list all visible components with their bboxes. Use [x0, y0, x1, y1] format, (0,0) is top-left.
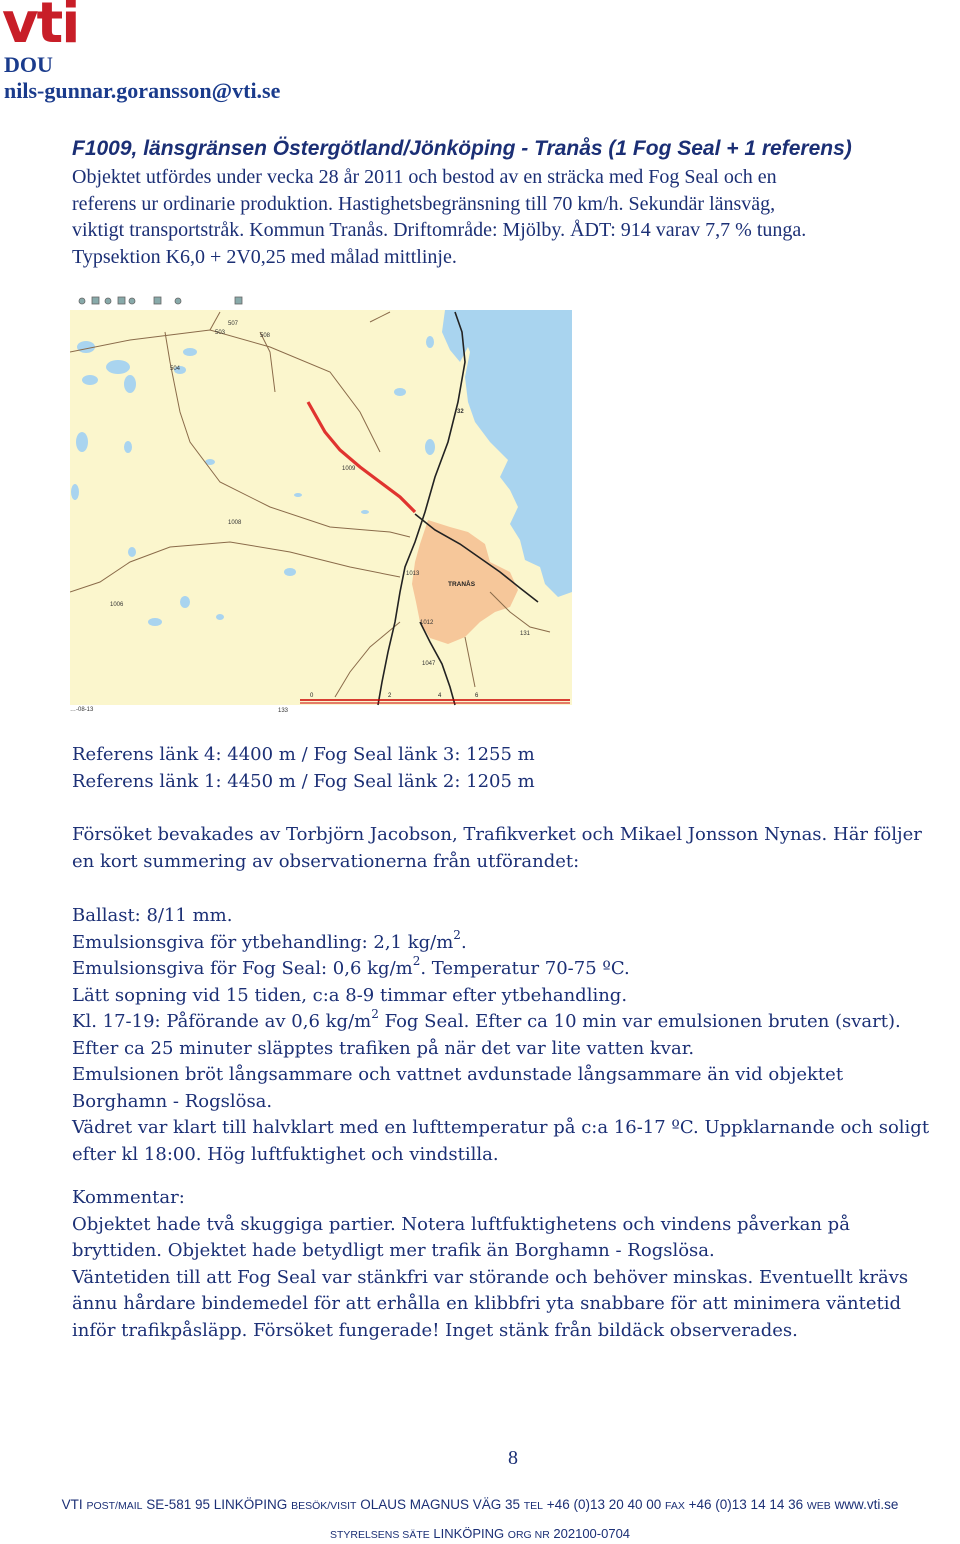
obs-text: Fog Seal. Efter ca 10 min var emulsionen bruten (svart). — [378, 1011, 901, 1032]
road-label: 1008 — [228, 520, 242, 526]
road-label: 1047 — [422, 661, 436, 667]
footer-contact — [0, 1497, 960, 1512]
road-label: 1013 — [406, 571, 420, 577]
map-date-text: …-08-13 — [70, 707, 94, 713]
footer-value: OLAUS MAGNUS VÄG 35 — [360, 1497, 520, 1512]
obs-weather: Vädret var klart till halvklart med en lufttemperatur på c:a 16-17 ºC. Uppklarnande och soligt — [72, 1117, 930, 1138]
comment-line: Väntetiden till att Fog Seal var stänkfri var störande och behöver minskas. Eventuellt krävs — [72, 1266, 909, 1288]
footer-label: TEL — [523, 1500, 544, 1512]
obs-emulsion-fogseal — [72, 956, 929, 983]
obs-text: . — [460, 931, 467, 953]
comment-line: bryttiden. Objektet hade betydligt mer trafik än Borghamn - Rogslösa. — [72, 1240, 715, 1261]
scale-label: 2 — [388, 693, 392, 699]
footer-registration — [0, 1526, 960, 1541]
link-line: Referens länk 1: 4450 m / Fog Seal länk 2: 1205 m — [72, 770, 535, 792]
obs-slow-break: Borghamn - Rogslösa. — [72, 1090, 273, 1112]
obs-ballast: Ballast: 8/11 mm. — [72, 905, 233, 926]
obs-text: . Temperatur 70-75 ºC. — [420, 958, 630, 979]
section-title: F1009, länsgränsen Östergötland/Jönköping - Tranås (1 Fog Seal + 1 referens) — [72, 137, 852, 160]
road-label: 503 — [215, 330, 226, 336]
author-email[interactable]: nils-gunnar.goransson@vti.se — [4, 78, 281, 103]
road-label: 1012 — [420, 620, 434, 626]
comment-line: inför trafikpåsläpp. Försöket fungerade! Inget stänk från bildäck observerades. — [72, 1319, 798, 1341]
footer-vti: VTI — [61, 1497, 83, 1512]
obs-slow-break: Emulsionen bröt långsammare och vattnet avdunstade långsammare än vid objektet — [72, 1064, 844, 1085]
town-label: TRANÅS — [448, 581, 476, 588]
road-label: 1009 — [342, 466, 356, 472]
footer-web-link[interactable]: www.vti.se — [834, 1497, 899, 1512]
obs-application — [72, 1009, 929, 1036]
obs-text: Emulsionsgiva för ytbehandling: 2,1 kg/m — [72, 931, 454, 953]
department-label: DOU — [4, 52, 53, 77]
scale-label: 4 — [438, 693, 442, 699]
comment-line: ännu hårdare bindemedel för att erhålla en klibbfri yta snabbare för att minimera väntetid — [72, 1293, 902, 1314]
road-label: 504 — [170, 366, 181, 372]
comments-heading: Kommentar: — [72, 1187, 185, 1208]
footer-label: ORG NR — [507, 1529, 550, 1541]
obs-sweep: Lätt sopning vid 15 tiden, c:a 8-9 timmar efter ytbehandling. — [72, 984, 628, 1006]
intro-line: referens ur ordinarie produktion. Hastighetsbegränsning till 70 km/h. Sekundär länsväg, — [72, 192, 776, 215]
vti-logo — [2, 0, 82, 56]
intro-paragraph — [72, 164, 952, 270]
route-map — [70, 292, 572, 715]
obs-emulsion-surface — [72, 927, 929, 957]
scale-label: 0 — [310, 693, 314, 699]
obs-text: Emulsionsgiva för Fog Seal: 0,6 kg/m — [72, 958, 413, 979]
page-number: 8 — [508, 1447, 518, 1469]
footer-label: FAX — [665, 1500, 685, 1512]
footer-label: STYRELSENS SÄTE — [329, 1529, 430, 1541]
obs-text: Kl. 17-19: Påförande av 0,6 kg/m — [72, 1011, 372, 1032]
footer-label: WEB — [806, 1500, 831, 1512]
intro-line: viktigt transportstråk. Kommun Tranås. Driftområde: Mjölby. ÅDT: 914 varav 7,7 % tunga. — [72, 219, 807, 241]
obs-traffic: Efter ca 25 minuter släpptes trafiken på när det var lite vatten kvar. — [72, 1037, 695, 1059]
obs-superscript: 2 — [371, 1007, 379, 1021]
observations-list — [72, 903, 929, 1168]
footer-value: +46 (0)13 20 40 00 — [546, 1497, 662, 1512]
footer-value: SE-581 95 LINKÖPING — [146, 1497, 288, 1512]
footer-value: LINKÖPING — [433, 1526, 505, 1541]
obs-superscript: 2 — [412, 954, 421, 968]
comment-line: Objektet hade två skuggiga partier. Notera luftfuktighetens och vindens påverkan på — [72, 1213, 850, 1235]
obs-intro-line: Försöket bevakades av Torbjörn Jacobson, Trafikverket och Mikael Jonsson Nynas. Här följer — [72, 824, 922, 845]
scale-label: 6 — [475, 693, 479, 699]
road-label: 133 — [278, 708, 289, 714]
footer-label: POST/MAIL — [86, 1500, 143, 1512]
road-label: 1006 — [110, 602, 124, 608]
comments-section — [72, 1185, 908, 1344]
road-label: 131 — [520, 631, 531, 637]
obs-superscript: 2 — [453, 927, 461, 942]
footer-value: 202100-0704 — [553, 1526, 631, 1541]
link-lengths — [72, 742, 535, 795]
road-label: 507 — [228, 321, 239, 327]
road-label: 508 — [260, 333, 271, 339]
obs-intro-line: en kort summering av observationerna från utförandet: — [72, 850, 580, 872]
obs-weather: efter kl 18:00. Hög luftfuktighet och vindstilla. — [72, 1143, 499, 1165]
link-line: Referens länk 4: 4400 m / Fog Seal länk 3: 1255 m — [72, 744, 535, 765]
observation-intro — [72, 822, 922, 875]
footer-label: BESÖK/VISIT — [291, 1500, 357, 1512]
footer-value: +46 (0)13 14 14 36 — [688, 1497, 804, 1512]
intro-line: Typsektion K6,0 + 2V0,25 med målad mittlinje. — [72, 245, 457, 268]
road-label: 32 — [457, 409, 464, 415]
vti-logo-text: vti — [2, 0, 79, 56]
intro-line: Objektet utfördes under vecka 28 år 2011 och bestod av en sträcka med Fog Seal och en — [72, 166, 777, 188]
